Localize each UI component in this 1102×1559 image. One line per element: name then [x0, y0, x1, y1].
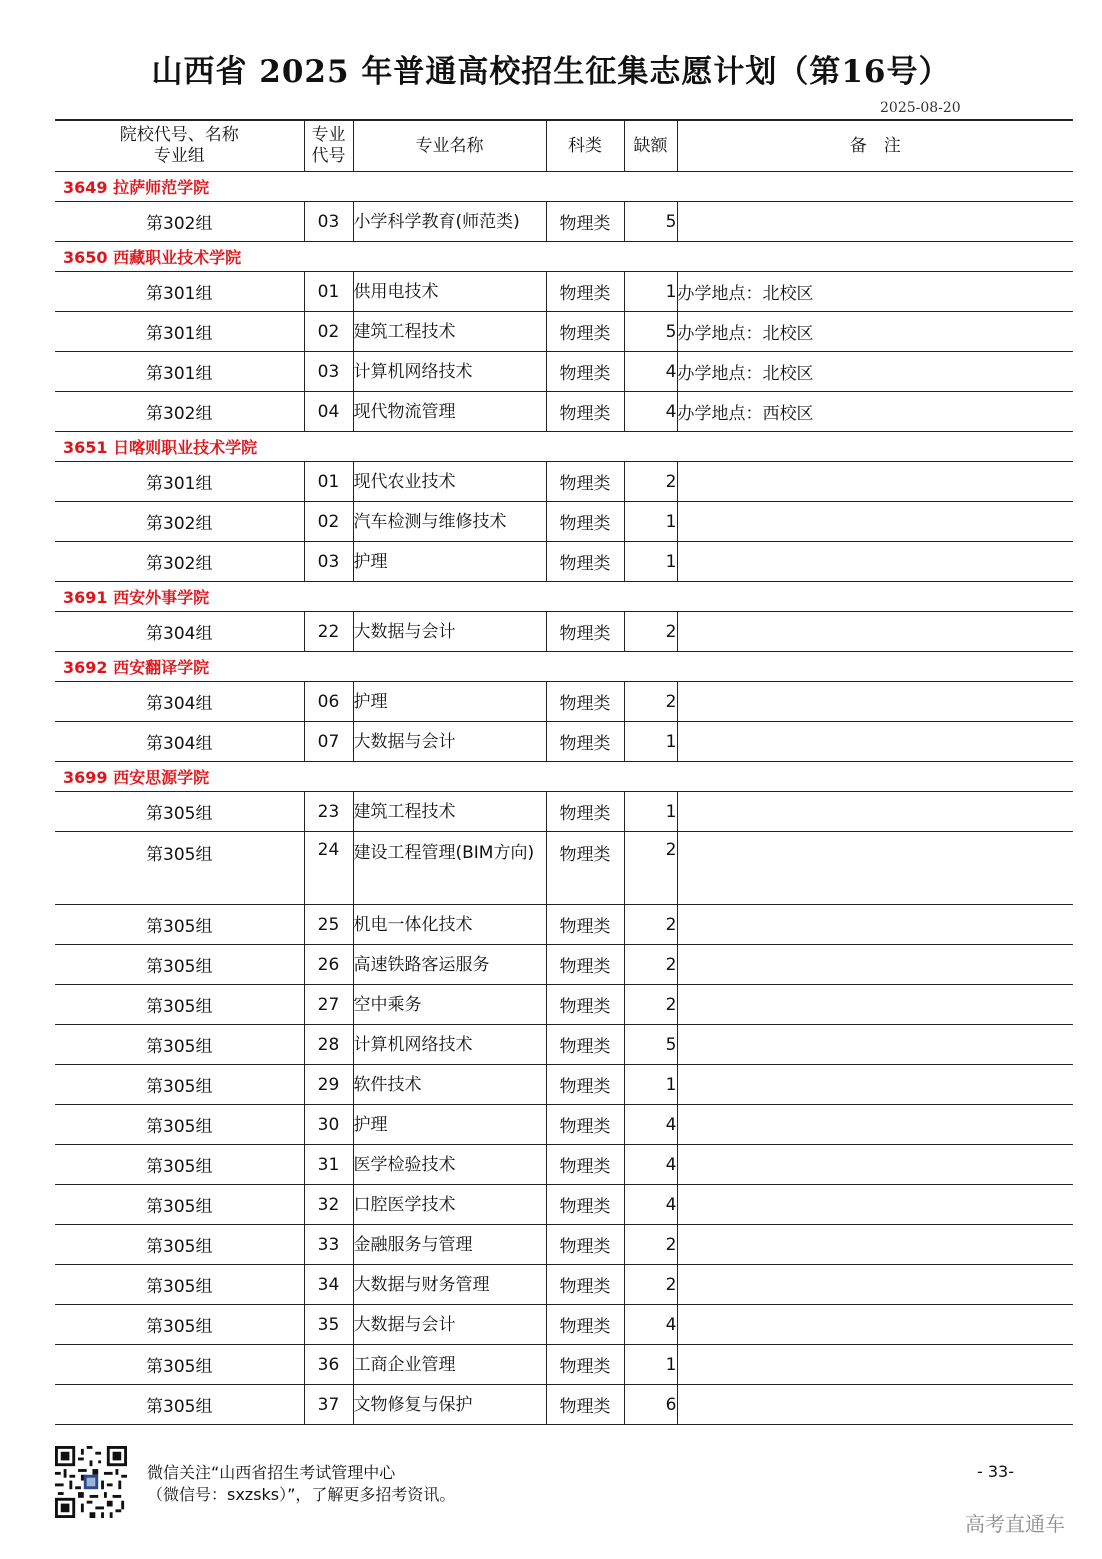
- table-row: [55, 1065, 1073, 1105]
- note-cell: [677, 792, 1073, 832]
- institution-name: 3651 日喀则职业技术学院: [55, 432, 1073, 462]
- quota-cell: 5: [624, 312, 677, 352]
- footer-text: [147, 1462, 455, 1506]
- group-cell: 第305组: [55, 1225, 304, 1265]
- page-title: 山西省 2025 年普通高校招生征集志愿计划（第16号）: [151, 54, 951, 90]
- major-code-cell: 02: [304, 312, 353, 352]
- group-cell: 第305组: [55, 945, 304, 985]
- major-name-cell: 建筑工程技术: [353, 792, 546, 832]
- major-code-cell: 33: [304, 1225, 353, 1265]
- subject-cell: 物理类: [546, 312, 624, 352]
- group-cell: 第302组: [55, 202, 304, 242]
- table-header: [55, 120, 1073, 172]
- major-name-cell: 软件技术: [353, 1065, 546, 1105]
- group-cell: 第301组: [55, 352, 304, 392]
- major-code-cell: 34: [304, 1265, 353, 1305]
- quota-cell: 2: [624, 612, 677, 652]
- major-code-cell: 01: [304, 462, 353, 502]
- table-row: [55, 462, 1073, 502]
- note-cell: [677, 1225, 1073, 1265]
- quota-cell: 1: [624, 1065, 677, 1105]
- major-code-cell: 31: [304, 1145, 353, 1185]
- subject-cell: 物理类: [546, 612, 624, 652]
- group-cell: 第305组: [55, 1025, 304, 1065]
- note-cell: 办学地点：北校区: [677, 272, 1073, 312]
- quota-cell: 1: [624, 792, 677, 832]
- quota-cell: 5: [624, 202, 677, 242]
- major-code-cell: 06: [304, 682, 353, 722]
- note-cell: [677, 985, 1073, 1025]
- table-row: [55, 1185, 1073, 1225]
- subject-cell: 物理类: [546, 1065, 624, 1105]
- quota-cell: 2: [624, 832, 677, 905]
- watermark: 高考直通车: [965, 1512, 1065, 1536]
- major-name-cell: 护理: [353, 682, 546, 722]
- quota-cell: 4: [624, 1185, 677, 1225]
- major-code-cell: 23: [304, 792, 353, 832]
- note-cell: [677, 682, 1073, 722]
- major-name-cell: 大数据与财务管理: [353, 1265, 546, 1305]
- group-cell: 第305组: [55, 1385, 304, 1425]
- major-name-cell: 高速铁路客运服务: [353, 945, 546, 985]
- institution-name: 3691 西安外事学院: [55, 582, 1073, 612]
- major-name-cell: 金融服务与管理: [353, 1225, 546, 1265]
- note-cell: [677, 1145, 1073, 1185]
- major-code-cell: 22: [304, 612, 353, 652]
- note-cell: [677, 462, 1073, 502]
- table-row: [55, 1265, 1073, 1305]
- quota-cell: 2: [624, 985, 677, 1025]
- note-cell: [677, 1265, 1073, 1305]
- group-cell: 第305组: [55, 792, 304, 832]
- subject-cell: 物理类: [546, 1225, 624, 1265]
- group-cell: 第305组: [55, 905, 304, 945]
- quota-cell: 1: [624, 502, 677, 542]
- note-cell: [677, 945, 1073, 985]
- major-code-cell: 32: [304, 1185, 353, 1225]
- header-subject: 科类: [546, 120, 624, 172]
- note-cell: [677, 612, 1073, 652]
- note-cell: 办学地点：西校区: [677, 392, 1073, 432]
- major-code-cell: 27: [304, 985, 353, 1025]
- header-major-code: 专业 代号: [304, 120, 353, 172]
- note-cell: [677, 202, 1073, 242]
- major-code-cell: 03: [304, 542, 353, 582]
- group-cell: 第301组: [55, 462, 304, 502]
- quota-cell: 4: [624, 1305, 677, 1345]
- table-row: [55, 352, 1073, 392]
- quota-cell: 2: [624, 1225, 677, 1265]
- major-code-cell: 35: [304, 1305, 353, 1345]
- page-number: - 33-: [977, 1462, 1014, 1481]
- quota-cell: 2: [624, 1265, 677, 1305]
- quota-cell: 2: [624, 682, 677, 722]
- subject-cell: 物理类: [546, 1145, 624, 1185]
- major-name-cell: 汽车检测与维修技术: [353, 502, 546, 542]
- institution-name: 3692 西安翻译学院: [55, 652, 1073, 682]
- major-code-cell: 26: [304, 945, 353, 985]
- note-cell: [677, 832, 1073, 905]
- table-row: [55, 1145, 1073, 1185]
- subject-cell: 物理类: [546, 1185, 624, 1225]
- table-row: [55, 945, 1073, 985]
- major-code-cell: 30: [304, 1105, 353, 1145]
- group-cell: 第305组: [55, 1185, 304, 1225]
- institution-row: [55, 172, 1073, 202]
- subject-cell: 物理类: [546, 985, 624, 1025]
- major-name-cell: 大数据与会计: [353, 612, 546, 652]
- major-code-cell: 29: [304, 1065, 353, 1105]
- footer-line-1: 微信关注“山西省招生考试管理中心: [147, 1463, 396, 1482]
- major-name-cell: 小学科学教育(师范类): [353, 202, 546, 242]
- quota-cell: 5: [624, 1025, 677, 1065]
- subject-cell: 物理类: [546, 502, 624, 542]
- table-row: [55, 1225, 1073, 1265]
- note-cell: [677, 542, 1073, 582]
- institution-name: 3699 西安思源学院: [55, 762, 1073, 792]
- major-name-cell: 护理: [353, 1105, 546, 1145]
- major-code-cell: 07: [304, 722, 353, 762]
- major-name-cell: 医学检验技术: [353, 1145, 546, 1185]
- quota-cell: 4: [624, 352, 677, 392]
- major-name-cell: 大数据与会计: [353, 1305, 546, 1345]
- subject-cell: 物理类: [546, 1265, 624, 1305]
- group-cell: 第305组: [55, 1065, 304, 1105]
- group-cell: 第301组: [55, 272, 304, 312]
- group-cell: 第305组: [55, 1105, 304, 1145]
- note-cell: [677, 905, 1073, 945]
- major-name-cell: 口腔医学技术: [353, 1185, 546, 1225]
- note-cell: [677, 1025, 1073, 1065]
- table-row: [55, 612, 1073, 652]
- group-cell: 第304组: [55, 682, 304, 722]
- institution-name: 3650 西藏职业技术学院: [55, 242, 1073, 272]
- note-cell: [677, 1105, 1073, 1145]
- group-cell: 第301组: [55, 312, 304, 352]
- publish-date: 2025-08-20: [880, 100, 961, 116]
- group-cell: 第305组: [55, 1145, 304, 1185]
- note-cell: 办学地点：北校区: [677, 312, 1073, 352]
- quota-cell: 6: [624, 1385, 677, 1425]
- table-row: [55, 272, 1073, 312]
- header-note: 备 注: [677, 120, 1073, 172]
- group-cell: 第305组: [55, 1345, 304, 1385]
- group-cell: 第302组: [55, 502, 304, 542]
- table-row: [55, 392, 1073, 432]
- footer: [55, 1446, 1075, 1526]
- subject-cell: 物理类: [546, 682, 624, 722]
- subject-cell: 物理类: [546, 1385, 624, 1425]
- quota-cell: 1: [624, 542, 677, 582]
- subject-cell: 物理类: [546, 352, 624, 392]
- table-row: [55, 832, 1073, 905]
- quota-cell: 2: [624, 905, 677, 945]
- table-row: [55, 312, 1073, 352]
- subject-cell: 物理类: [546, 542, 624, 582]
- major-name-cell: 工商企业管理: [353, 1345, 546, 1385]
- quota-cell: 2: [624, 462, 677, 502]
- subject-cell: 物理类: [546, 722, 624, 762]
- note-cell: [677, 1065, 1073, 1105]
- note-cell: [677, 1305, 1073, 1345]
- group-cell: 第305组: [55, 985, 304, 1025]
- major-code-cell: 37: [304, 1385, 353, 1425]
- major-code-cell: 02: [304, 502, 353, 542]
- table-row: [55, 722, 1073, 762]
- table-row: [55, 542, 1073, 582]
- major-name-cell: 建设工程管理(BIM方向): [353, 832, 546, 905]
- table-row: [55, 1385, 1073, 1425]
- quota-cell: 4: [624, 1105, 677, 1145]
- subject-cell: 物理类: [546, 202, 624, 242]
- quota-cell: 1: [624, 1345, 677, 1385]
- table-row: [55, 1105, 1073, 1145]
- major-code-cell: 24: [304, 832, 353, 905]
- note-cell: [677, 1345, 1073, 1385]
- institution-row: [55, 652, 1073, 682]
- group-cell: 第302组: [55, 392, 304, 432]
- major-name-cell: 大数据与会计: [353, 722, 546, 762]
- major-name-cell: 建筑工程技术: [353, 312, 546, 352]
- subject-cell: 物理类: [546, 1345, 624, 1385]
- major-name-cell: 现代物流管理: [353, 392, 546, 432]
- group-cell: 第305组: [55, 1265, 304, 1305]
- note-cell: [677, 1185, 1073, 1225]
- major-code-cell: 04: [304, 392, 353, 432]
- major-name-cell: 计算机网络技术: [353, 352, 546, 392]
- note-cell: [677, 722, 1073, 762]
- subject-cell: 物理类: [546, 1105, 624, 1145]
- quota-cell: 4: [624, 392, 677, 432]
- major-name-cell: 护理: [353, 542, 546, 582]
- quota-cell: 1: [624, 272, 677, 312]
- major-code-cell: 03: [304, 352, 353, 392]
- institution-name: 3649 拉萨师范学院: [55, 172, 1073, 202]
- header-institution: 院校代号、名称 专业组: [55, 120, 304, 172]
- table-row: [55, 1345, 1073, 1385]
- table-row: [55, 905, 1073, 945]
- table-row: [55, 502, 1073, 542]
- group-cell: 第304组: [55, 722, 304, 762]
- table-row: [55, 792, 1073, 832]
- major-code-cell: 01: [304, 272, 353, 312]
- major-name-cell: 现代农业技术: [353, 462, 546, 502]
- subject-cell: 物理类: [546, 462, 624, 502]
- footer-line-2: （微信号：sxzsks）”，了解更多招考资讯。: [147, 1485, 456, 1504]
- quota-cell: 1: [624, 722, 677, 762]
- group-cell: 第305组: [55, 832, 304, 905]
- subject-cell: 物理类: [546, 792, 624, 832]
- group-cell: 第304组: [55, 612, 304, 652]
- note-cell: [677, 502, 1073, 542]
- note-cell: [677, 1385, 1073, 1425]
- institution-row: [55, 242, 1073, 272]
- major-name-cell: 机电一体化技术: [353, 905, 546, 945]
- institution-row: [55, 762, 1073, 792]
- major-code-cell: 28: [304, 1025, 353, 1065]
- major-code-cell: 36: [304, 1345, 353, 1385]
- group-cell: 第305组: [55, 1305, 304, 1345]
- table-row: [55, 202, 1073, 242]
- subject-cell: 物理类: [546, 392, 624, 432]
- institution-row: [55, 582, 1073, 612]
- table-row: [55, 1025, 1073, 1065]
- subject-cell: 物理类: [546, 1025, 624, 1065]
- subject-cell: 物理类: [546, 945, 624, 985]
- group-cell: 第302组: [55, 542, 304, 582]
- table-row: [55, 682, 1073, 722]
- major-name-cell: 供用电技术: [353, 272, 546, 312]
- quota-cell: 2: [624, 945, 677, 985]
- major-code-cell: 03: [304, 202, 353, 242]
- table-row: [55, 1305, 1073, 1345]
- header-quota: 缺额: [624, 120, 677, 172]
- note-cell: 办学地点：北校区: [677, 352, 1073, 392]
- major-name-cell: 文物修复与保护: [353, 1385, 546, 1425]
- plan-table: [55, 119, 1073, 1425]
- institution-row: [55, 432, 1073, 462]
- qr-code: [55, 1446, 127, 1518]
- header-major-name: 专业名称: [353, 120, 546, 172]
- major-name-cell: 计算机网络技术: [353, 1025, 546, 1065]
- subject-cell: 物理类: [546, 272, 624, 312]
- major-name-cell: 空中乘务: [353, 985, 546, 1025]
- subject-cell: 物理类: [546, 832, 624, 905]
- subject-cell: 物理类: [546, 905, 624, 945]
- major-code-cell: 25: [304, 905, 353, 945]
- quota-cell: 4: [624, 1145, 677, 1185]
- table-row: [55, 985, 1073, 1025]
- subject-cell: 物理类: [546, 1305, 624, 1345]
